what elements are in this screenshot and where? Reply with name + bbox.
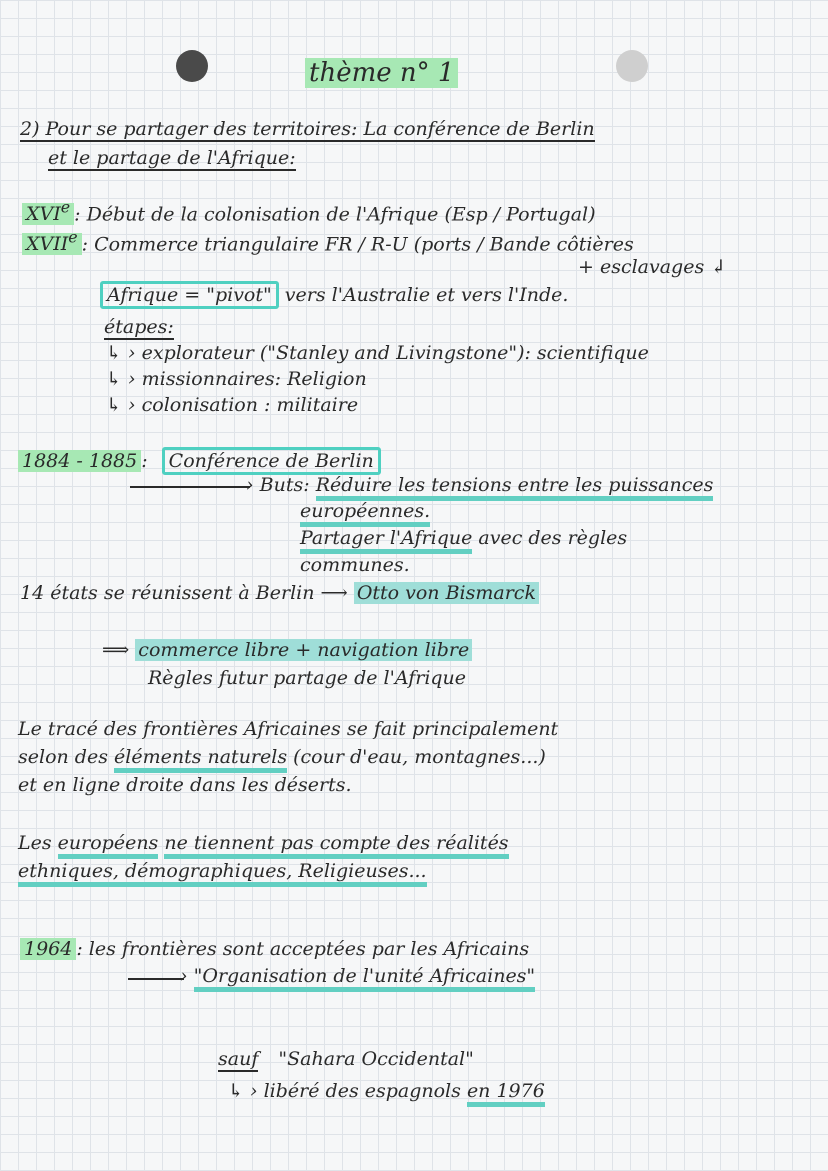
buts-line2c: communes. (300, 554, 410, 576)
pivot-box: Afrique = "pivot" (100, 281, 279, 309)
states-line: 14 états se réunissent à Berlin ⟶ Otto von Bismarck (20, 582, 539, 604)
long-arrow-icon: ⟶ (320, 582, 348, 604)
results-line1: ⟹ commerce libre + navigation libre (102, 639, 472, 661)
arrow-icon: ↳ › (106, 394, 136, 416)
pivot-line: Afrique = "pivot" vers l'Australie et vers l'Inde. (100, 284, 568, 306)
y1964-line2: › "Organisation de l'unité Africaines" (180, 965, 535, 987)
arrow-icon: ↳ › (228, 1080, 258, 1102)
date-line-16th: XVIe : Début de la colonisation de l'Afrique (Esp / Portugal) (22, 198, 596, 225)
europeans-line1: Les européens ne tiennent pas compte des réalités (18, 832, 509, 854)
berlin-line: 1884 - 1885 : Conférence de Berlin (18, 450, 381, 472)
trace-line3: et en ligne droite dans les déserts. (18, 774, 352, 796)
slavery-line: + esclavages ↲ (578, 256, 727, 278)
buts-line2: Partager l'Afrique avec des règles (300, 527, 627, 549)
etape-item: ↳ › colonisation : militaire (106, 394, 359, 416)
date-line-17th: XVIIe : Commerce triangulaire FR / R-U (ports / Bande côtières (22, 228, 634, 255)
y1964-line1: 1964 : les frontières sont acceptées par les Africains (20, 938, 529, 960)
section-heading-line1: 2) Pour se partager des territoires: La conférence de Berlin (20, 118, 595, 140)
etape-item: ↳ › explorateur ("Stanley and Livingstone"): scientifique (106, 342, 649, 364)
results-line2: Règles futur partage de l'Afrique (148, 667, 467, 689)
punch-hole-right (616, 50, 648, 82)
double-arrow-icon: ⟹ (102, 639, 130, 661)
arrow-icon: ↳ › (106, 342, 136, 364)
trace-line1: Le tracé des frontières Africaines se fait principalement (18, 718, 559, 740)
buts-line1b: européennes. (300, 500, 430, 522)
sauf-line1: sauf "Sahara Occidental" (218, 1048, 474, 1070)
buts-line1: › Buts: Réduire les tensions entre les puissances (246, 474, 713, 496)
europeans-line2: ethniques, démographiques, Religieuses... (18, 860, 427, 882)
section-heading-line2: et le partage de l'Afrique: (48, 147, 296, 169)
arrow-icon: ↳ › (106, 368, 136, 390)
etapes-label: étapes: (104, 316, 174, 338)
buts-arrow-line (130, 486, 250, 488)
berlin-box: Conférence de Berlin (162, 447, 381, 475)
y1964-arrow-line (128, 978, 184, 980)
page-title: thème n° 1 (305, 58, 458, 88)
trace-line2: selon des éléments naturels (cour d'eau, montagnes...) (18, 746, 546, 768)
arrow-icon: › (180, 965, 188, 987)
sauf-line2: ↳ › libéré des espagnols en 1976 (228, 1080, 545, 1102)
punch-hole-left (176, 50, 208, 82)
etape-item: ↳ › missionnaires: Religion (106, 368, 367, 390)
return-arrow-icon: ↲ (710, 256, 727, 278)
arrow-icon: › (246, 474, 254, 496)
